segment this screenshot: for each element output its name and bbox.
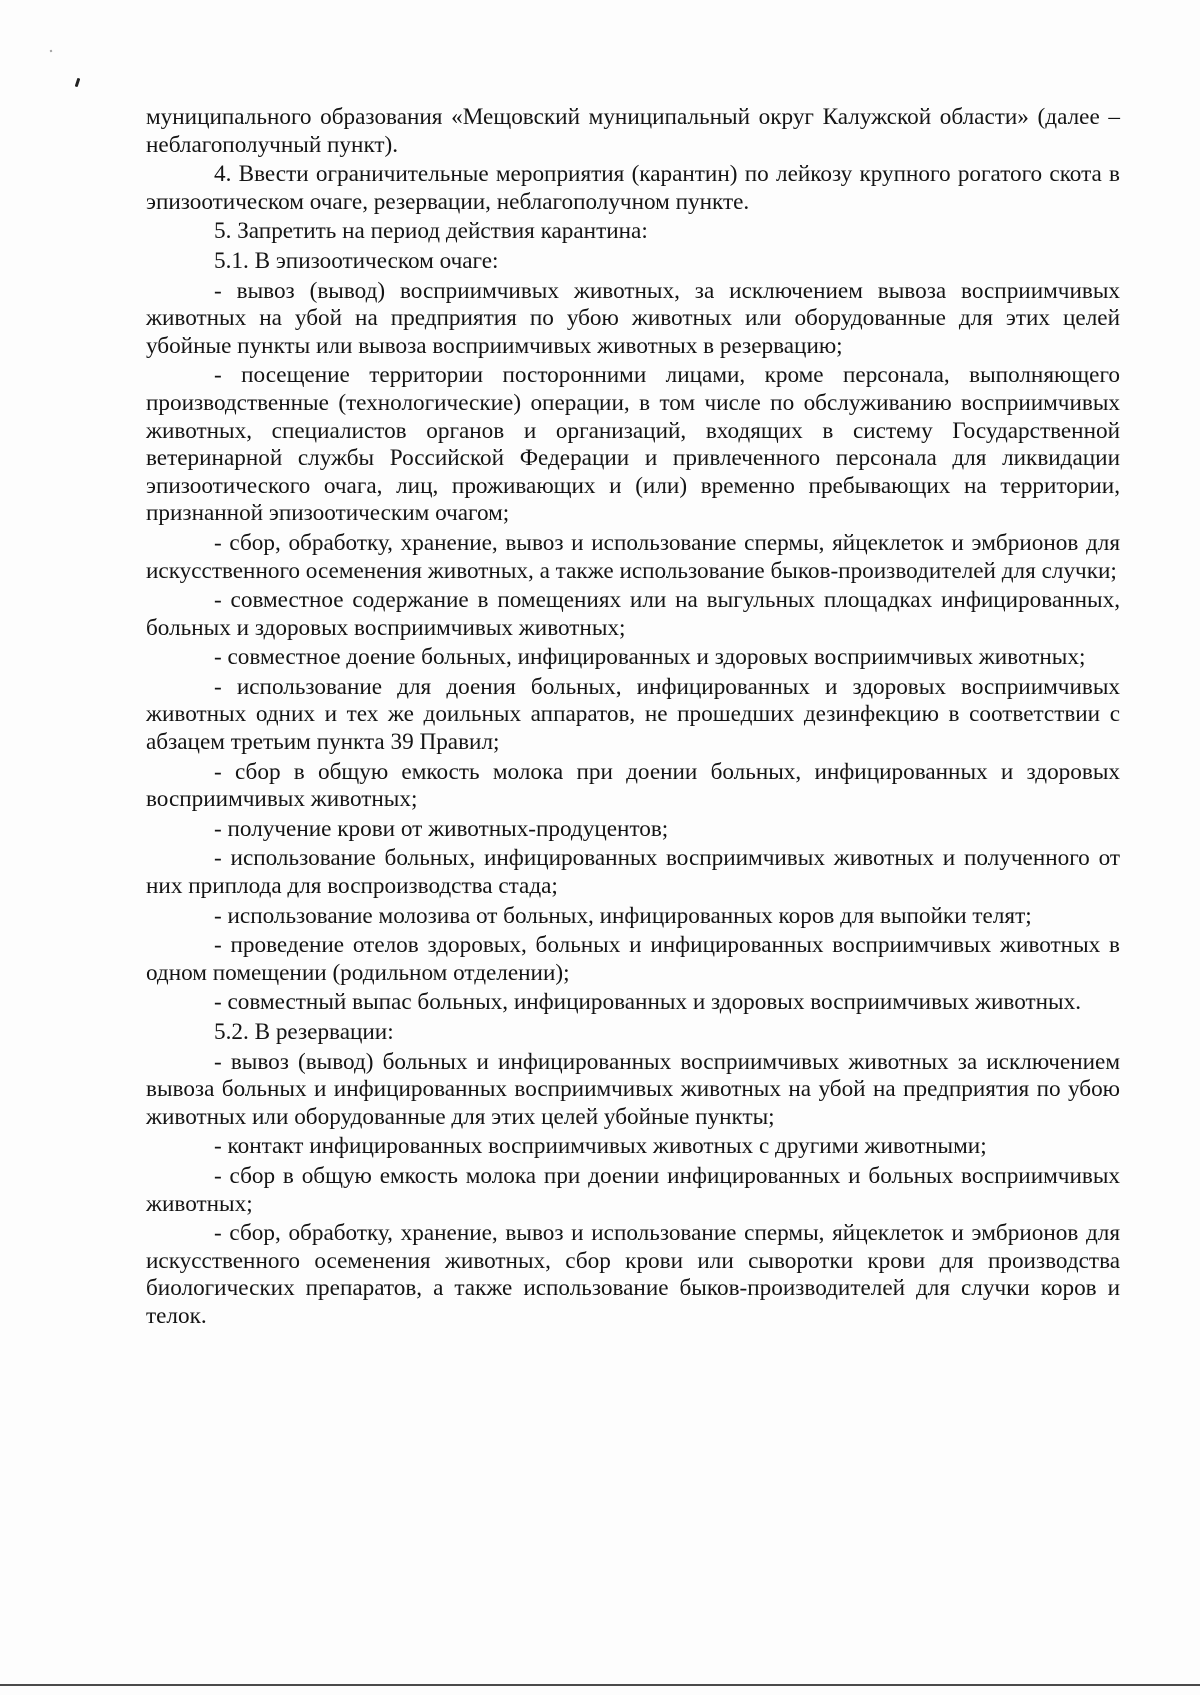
paragraph-bullet: - контакт инфицированных восприимчивых животных с другими животными; bbox=[214, 1133, 987, 1160]
paragraph-continuation: муниципального образования «Мещовский муниципальный округ Калужской области» (далее – неблагополучный пункт). bbox=[146, 104, 1120, 158]
paragraph-bullet: - использование больных, инфицированных восприимчивых животных и полученного от них приплода для воспроизводства стада; bbox=[146, 845, 1120, 900]
scan-artifact-mark bbox=[75, 78, 81, 87]
document-body bbox=[146, 104, 1120, 1333]
paragraph-bullet: - использование для доения больных, инфицированных и здоровых восприимчивых животных одних и тех же доильных аппаратов, не прошедших дезинфекцию в соответствии с абзацем третьим пункта 39 Правил; bbox=[146, 673, 1120, 756]
paragraph-item-5-1: 5.1. В эпизоотическом очаге: bbox=[214, 247, 499, 274]
paragraph-bullet: - совместное содержание в помещениях или на выгульных площадках инфицированных, больных и здоровых восприимчивых животных; bbox=[146, 587, 1120, 641]
paragraph-bullet: - сбор в общую емкость молока при доении больных, инфицированных и здоровых восприимчивых животных; bbox=[146, 758, 1120, 813]
paragraph-bullet: - вывоз (вывод) больных и инфицированных восприимчивых животных за исключением вывоза больных и инфицированных восприимчивых животных на убой на предприятия по убою животных или оборудованные для этих целей убойные пункты; bbox=[146, 1048, 1120, 1130]
paragraph-bullet: - совместное доение больных, инфицированных и здоровых восприимчивых животных; bbox=[214, 644, 1086, 671]
paragraph-bullet: - сбор, обработку, хранение, вывоз и использование спермы, яйцеклеток и эмбрионов для искусственного осеменения животных, а также использование быков-производителей для случки; bbox=[146, 529, 1120, 584]
paragraph-item-5: 5. Запретить на период действия карантина: bbox=[214, 218, 648, 245]
paragraph-bullet: - получение крови от животных-продуцентов; bbox=[214, 815, 669, 842]
paragraph-bullet: - вывоз (вывод) восприимчивых животных, за исключением вывоза восприимчивых животных на убой на предприятия по убою животных или оборудованные для этих целей убойные пункты или вывоза восприимчивых животных в резервацию; bbox=[146, 277, 1120, 359]
scan-artifact-dot bbox=[50, 50, 53, 53]
paragraph-bullet: - сбор в общую емкость молока при доении инфицированных и больных восприимчивых животных; bbox=[146, 1162, 1120, 1217]
paragraph-bullet: - использование молозива от больных, инфицированных коров для выпойки телят; bbox=[214, 902, 1032, 929]
paragraph-bullet: - посещение территории посторонними лицами, кроме персонала, выполняющего производственные (технологические) операции, в том числе по обслуживанию восприимчивых животных, специалистов органов и организаций, входящих в систему Государственной ветеринарной службы Российской Федерации и привлеченного персонала для ликвидации эпизоотического очага, лиц, проживающих и (или) временно пребывающих на территории, признанной эпизоотическим очагом; bbox=[146, 362, 1120, 527]
page-bottom-edge bbox=[0, 1684, 1200, 1686]
paragraph-bullet: - сбор, обработку, хранение, вывоз и использование спермы, яйцеклеток и эмбрионов для искусственного осеменения животных, сбор крови или сыворотки крови для производства биологических препаратов, а также использование быков-производителей для случки коров и телок. bbox=[146, 1220, 1120, 1329]
paragraph-bullet: - проведение отелов здоровых, больных и инфицированных восприимчивых животных в одном помещении (родильном отделении); bbox=[146, 932, 1120, 986]
paragraph-item-4: 4. Ввести ограничительные мероприятия (карантин) по лейкозу крупного рогатого скота в эпизоотическом очаге, резервации, неблагополучном пункте. bbox=[146, 161, 1120, 215]
paragraph-item-5-2: 5.2. В резервации: bbox=[214, 1019, 394, 1045]
paragraph-bullet: - совместный выпас больных, инфицированных и здоровых восприимчивых животных. bbox=[214, 989, 1082, 1016]
